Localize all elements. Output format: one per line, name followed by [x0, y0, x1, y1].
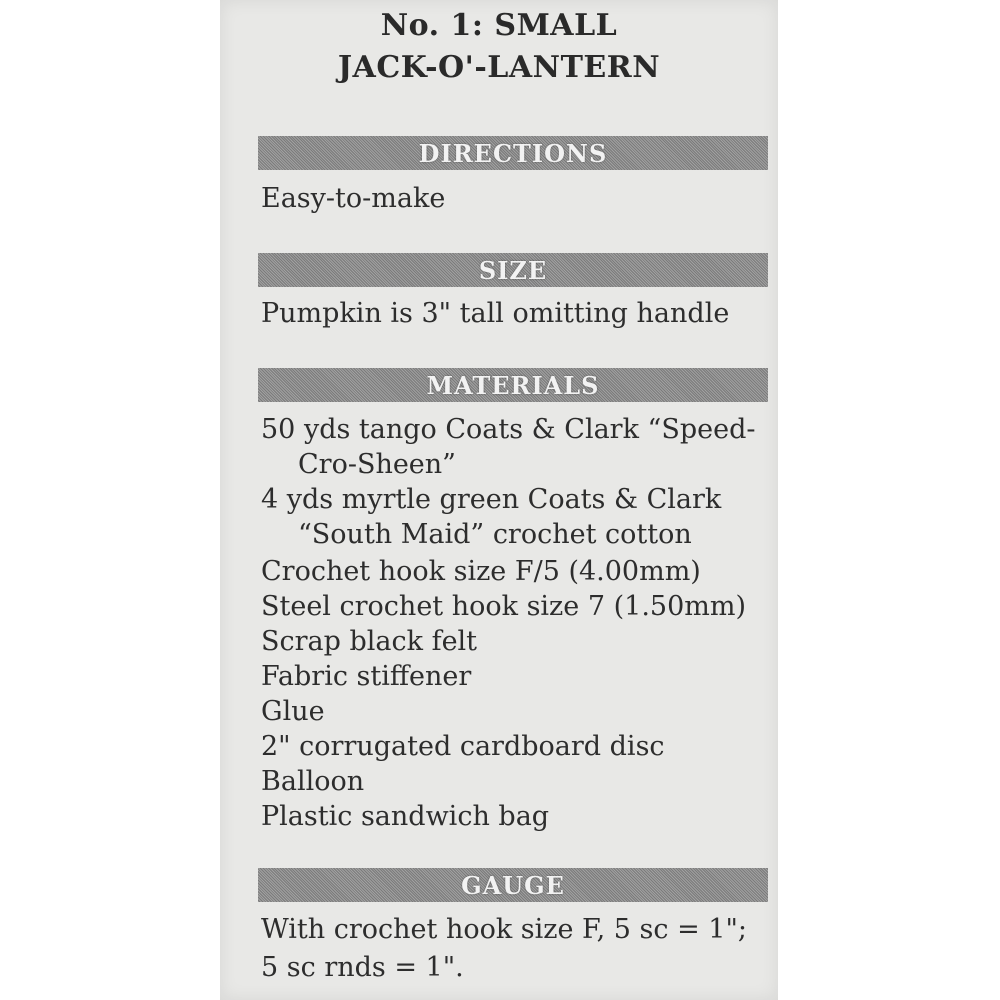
- size-heading: SIZE: [478, 255, 548, 285]
- materials-item: 4 yds myrtle green Coats & Clark: [261, 484, 722, 515]
- materials-item: 50 yds tango Coats & Clark “Speed-: [261, 414, 756, 445]
- materials-item: Plastic sandwich bag: [261, 801, 550, 832]
- pattern-title-line-1: No. 1: SMALL: [380, 8, 618, 43]
- materials-item: Glue: [261, 696, 325, 727]
- gauge-text-line-2: 5 sc rnds = 1".: [261, 952, 464, 983]
- materials-item: Scrap black felt: [261, 626, 478, 657]
- materials-item: Balloon: [261, 766, 365, 797]
- materials-heading: MATERIALS: [426, 370, 600, 400]
- size-header: [258, 253, 768, 287]
- materials-item: Cro-Sheen”: [298, 449, 456, 480]
- gauge-heading: GAUGE: [461, 870, 565, 900]
- materials-item: “South Maid” crochet cotton: [298, 519, 692, 550]
- materials-item: 2" corrugated cardboard disc: [261, 731, 665, 762]
- materials-item: Crochet hook size F/5 (4.00mm): [261, 556, 701, 587]
- materials-item: Fabric stiffener: [261, 661, 472, 692]
- directions-header: [258, 136, 768, 170]
- gauge-text-line-1: With crochet hook size F, 5 sc = 1";: [261, 914, 747, 945]
- materials-item: Steel crochet hook size 7 (1.50mm): [261, 591, 746, 622]
- gauge-header: [258, 868, 768, 902]
- pattern-title-line-2: JACK-O'-LANTERN: [337, 50, 661, 85]
- materials-header: [258, 368, 768, 402]
- directions-text: Easy-to-make: [261, 183, 446, 214]
- size-text: Pumpkin is 3" tall omitting handle: [261, 298, 730, 329]
- directions-heading: DIRECTIONS: [418, 138, 608, 168]
